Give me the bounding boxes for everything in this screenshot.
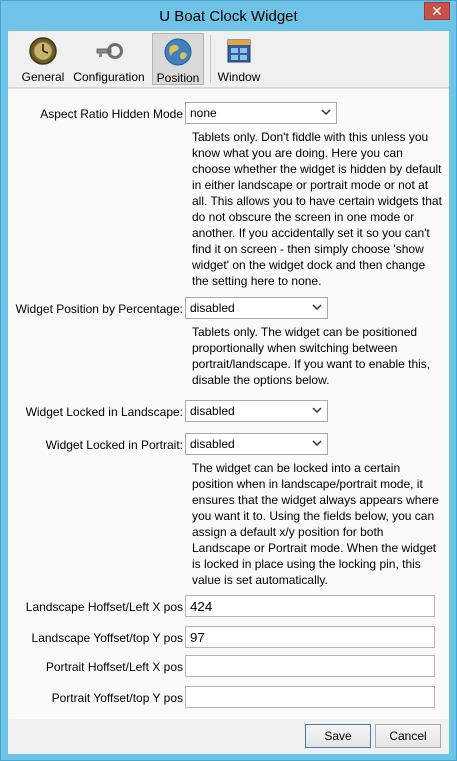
select-value: disabled <box>190 404 235 418</box>
landscape-x-label: Landscape Hoffset/Left X pos <box>25 600 183 614</box>
chevron-down-icon <box>312 302 322 312</box>
select-value: none <box>190 106 217 120</box>
portrait-x-label: Portrait Hoffset/Left X pos <box>45 660 183 674</box>
globe-icon <box>163 37 193 67</box>
aspect-ratio-select[interactable] <box>185 102 337 124</box>
tab-general[interactable] <box>20 33 66 85</box>
portrait-y-input[interactable] <box>185 686 435 708</box>
select-value: disabled <box>190 437 235 451</box>
preferences-panel <box>8 31 449 754</box>
save-button[interactable]: Save <box>305 724 371 748</box>
chevron-down-icon <box>321 107 331 117</box>
window-title: U Boat Clock Widget <box>159 8 298 25</box>
close-button[interactable]: ✕ <box>424 2 450 20</box>
locked-landscape-select[interactable] <box>185 400 328 422</box>
tab-window[interactable] <box>216 33 262 85</box>
locked-portrait-label: Widget Locked in Portrait: <box>45 438 183 452</box>
toolbar-separator <box>210 35 211 83</box>
preferences-toolbar <box>8 31 449 88</box>
aspect-ratio-help: Tablets only. Don't fiddle with this unless you know what you are doing. Here you can choose whether the widget is hidden by default in either landscape or portrait mode or not at all. This allows you to have certain widgets that do not obscure the screen in one mode or another. If you accidentally set it so you can't find it on screen - then simply choose 'show widget' on the widget dock and then change the setting here to none. <box>192 130 442 288</box>
position-settings <box>8 88 449 719</box>
tab-label: General <box>21 70 65 84</box>
percentage-label: Widget Position by Percentage: <box>15 302 183 316</box>
title-bar[interactable] <box>1 1 456 31</box>
landscape-x-input[interactable] <box>185 595 435 617</box>
cancel-button[interactable]: Cancel <box>375 724 441 748</box>
tab-label: Window <box>217 70 261 84</box>
percentage-help: Tablets only. The widget can be positioned proportionally when switching between portrait/landscape. If you want to enable this, disable the options below. <box>192 325 431 387</box>
tab-position[interactable] <box>152 33 204 85</box>
clock-icon <box>28 36 58 66</box>
chevron-down-icon <box>312 405 322 415</box>
key-icon <box>94 36 124 66</box>
locked-portrait-select[interactable] <box>185 433 328 455</box>
tab-label: Position <box>156 71 200 85</box>
tab-configuration[interactable] <box>70 33 148 85</box>
select-value: disabled <box>190 301 235 315</box>
landscape-y-label: Landscape Yoffset/top Y pos <box>31 631 183 645</box>
locked-landscape-label: Widget Locked in Landscape: <box>25 405 183 419</box>
locked-portrait-help: The widget can be locked into a certain position when in landscape/portrait mode, it ensures that the widget always appears where you want it to. Using the fields below, you can assign a default x/y position for both Landscape or Portrait mode. When the widget is locked in place using the locking pin, this value is set automatically. <box>192 461 439 587</box>
portrait-y-label: Portrait Yoffset/top Y pos <box>51 691 183 705</box>
aspect-ratio-label: Aspect Ratio Hidden Mode <box>40 107 183 121</box>
dialog-footer <box>8 719 449 754</box>
chevron-down-icon <box>312 438 322 448</box>
percentage-select[interactable] <box>185 297 328 319</box>
window-icon <box>224 36 254 66</box>
portrait-x-input[interactable] <box>185 655 435 677</box>
tab-label: Configuration <box>73 70 145 84</box>
landscape-y-input[interactable] <box>185 626 435 648</box>
